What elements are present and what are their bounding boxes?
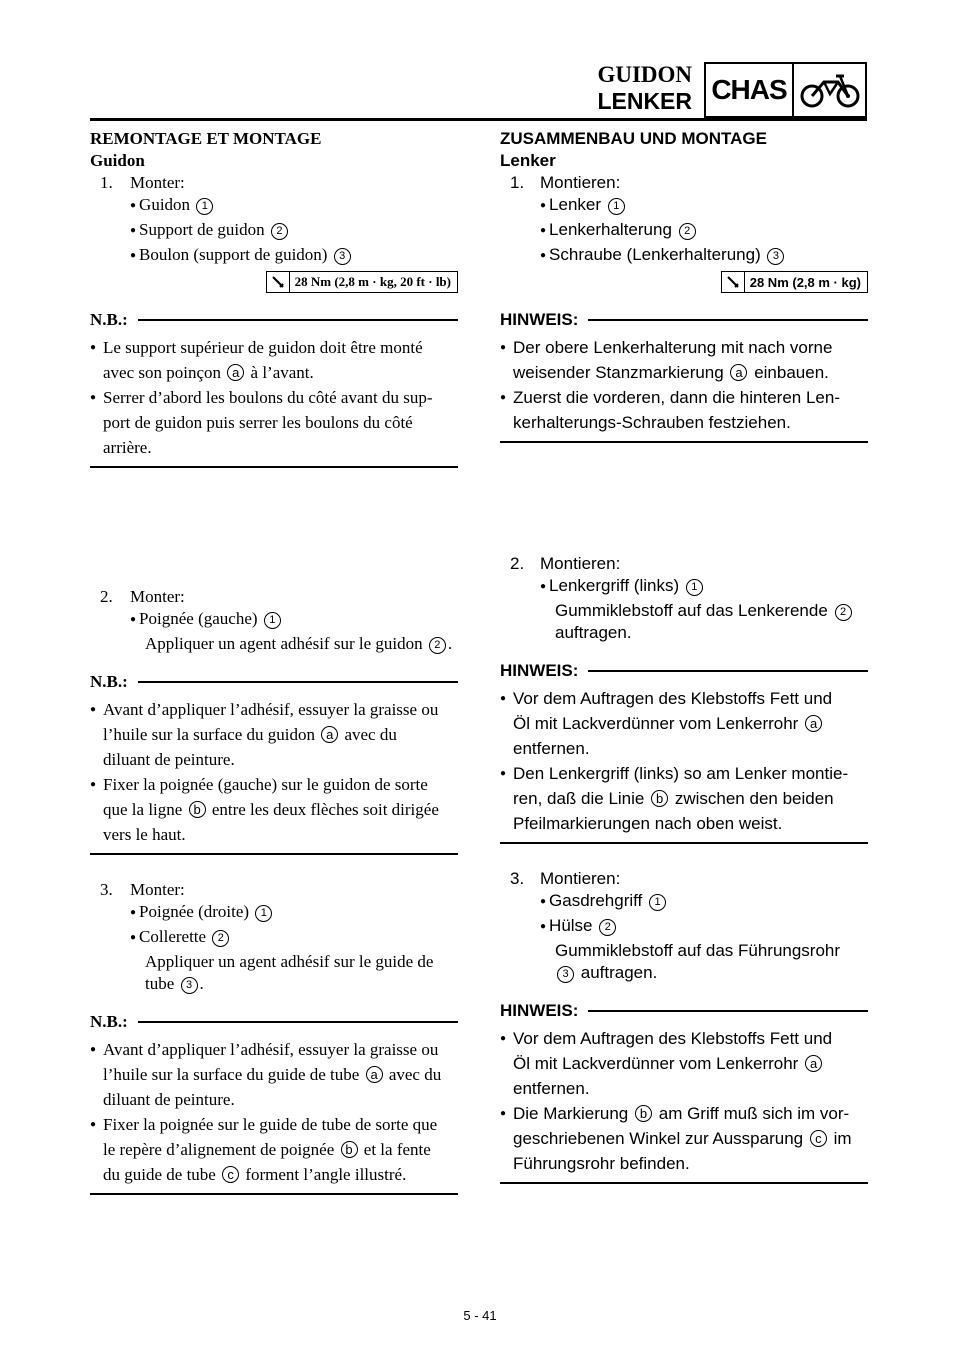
section-titles <box>597 62 692 114</box>
note-item: ● Vor dem Auftragen des Klebstoffs Fett und Öl mit Lackverdünner vom Lenkerrohr a entfernen. <box>500 1026 868 1101</box>
header-rule <box>90 118 867 121</box>
note-item: ● Le support supérieur de guidon doit être monté avec son poinçon a à l’avant. <box>90 335 458 385</box>
column-french <box>90 128 458 1195</box>
note-3: HINWEIS: ● Vor dem Auftragen des Klebstoffs Fett und Öl mit Lackverdünner vom Lenkerrohr a entfernen. ● Die Markierung b am Griff muß sich im vor- geschriebenen Winkel zur Aussparung c im Führungsrohr befinden. <box>500 998 868 1184</box>
note-item: ● Vor dem Auftragen des Klebstoffs Fett und Öl mit Lackverdünner vom Lenkerrohr a entfernen. <box>500 686 868 761</box>
sub-instruction: 3 auftragen. <box>500 962 868 984</box>
note-item: ● Fixer la poignée (gauche) sur le guidon de sorte que la ligne b entre les deux flèches soit dirigée vers le haut. <box>90 772 458 847</box>
sub-instruction: Appliquer un agent adhésif sur le guide de <box>145 952 434 971</box>
list-item: ● Schraube (Lenkerhalterung) 3 <box>500 244 868 269</box>
list-item: ● Boulon (support de guidon) 3 <box>90 244 458 269</box>
list-item: ● Support de guidon 2 <box>90 219 458 244</box>
note-item: ● Die Markierung b am Griff muß sich im vor- geschriebenen Winkel zur Aussparung c im Führungsrohr befinden. <box>500 1101 868 1176</box>
list-item: ● Lenker 1 <box>500 194 868 219</box>
sub-instruction: Appliquer un agent adhésif sur le guidon 2 . <box>145 634 453 653</box>
list-item: ● Guidon 1 <box>90 194 458 219</box>
note-2: N.B.: ● Avant d’appliquer l’adhésif, essuyer la graisse ou l’huile sur la surface du guidon a avec du diluant de peinture. ● Fixer la poignée (gauche) sur le guidon de sorte que la ligne b entre les deux flèches soit dirigée vers le haut. <box>90 669 458 855</box>
step-2: 2. Monter: <box>100 587 185 606</box>
step-1: 1. Monter: <box>100 173 185 192</box>
list-item: ● Hülse 2 <box>500 915 868 940</box>
heading: ZUSAMMENBAU UND MONTAGE <box>500 129 767 148</box>
step-1: 1. Montieren: <box>510 173 621 192</box>
section-label: CHAS <box>706 64 794 116</box>
step-3: 3. Monter: <box>100 880 185 899</box>
list-item: ● Lenkergriff (links) 1 <box>500 575 868 600</box>
wrench-icon <box>267 272 290 292</box>
sub-instruction: Gummiklebstoff auf das Lenkerende 2 <box>500 600 868 622</box>
sub-instruction: tube 3 . <box>145 974 204 993</box>
wrench-icon <box>722 272 745 292</box>
list-item: ● Gasdrehgriff 1 <box>500 890 868 915</box>
title-fr: GUIDON <box>597 62 692 87</box>
list-item: ● Poignée (droite) 1 <box>90 901 458 926</box>
ref-marker: 2 <box>271 223 288 240</box>
list-item: ● Poignée (gauche) 1 <box>90 608 458 633</box>
list-item: ● Lenkerhalterung 2 <box>500 219 868 244</box>
note-item: ● Fixer la poignée sur le guide de tube de sorte que le repère d’alignement de poignée b et la fente du guide de tube c forment l’angle illustré. <box>90 1112 458 1187</box>
torque-spec: 28 Nm (2,8 m · kg) <box>500 271 868 293</box>
note-item: ● Der obere Lenkerhalterung mit nach vorne weisender Stanzmarkierung a einbauen. <box>500 335 868 385</box>
note-1: N.B.: ● Le support supérieur de guidon doit être monté avec son poinçon a à l’avant. ● Serrer d’abord les boulons du côté avant du sup- port de guidon puis serrer les boulons du côté arrière. <box>90 307 458 468</box>
motorcycle-icon <box>794 64 865 116</box>
sub-instruction: Gummiklebstoff auf das Führungsrohr <box>555 941 841 960</box>
torque-spec: 28 Nm (2,8 m · kg, 20 ft · lb) <box>90 271 458 293</box>
subheading: Lenker <box>500 151 556 170</box>
note-3: N.B.: ● Avant d’appliquer l’adhésif, essuyer la graisse ou l’huile sur la surface du guide de tube a avec du diluant de peinture. ● Fixer la poignée sur le guide de tube de sorte que le repère d’alignement de poignée b et la fente du guide de tube c forment l’angle illustré. <box>90 1009 458 1195</box>
sub-instruction: auftragen. <box>555 623 632 642</box>
title-de: LENKER <box>597 88 692 114</box>
list-item: ● Collerette 2 <box>90 926 458 951</box>
heading: REMONTAGE ET MONTAGE <box>90 129 322 148</box>
note-item: ● Serrer d’abord les boulons du côté avant du sup- port de guidon puis serrer les boulons du côté arrière. <box>90 385 458 460</box>
note-item: ● Avant d’appliquer l’adhésif, essuyer la graisse ou l’huile sur la surface du guidon a avec du diluant de peinture. <box>90 697 458 772</box>
ref-marker: 3 <box>334 248 351 265</box>
note-item: ● Den Lenkergriff (links) so am Lenker montie- ren, daß die Linie b zwischen den beiden Pfeilmarkierungen nach oben weist. <box>500 761 868 836</box>
note-1: HINWEIS: ● Der obere Lenkerhalterung mit nach vorne weisender Stanzmarkierung a einbauen. ● Zuerst die vorderen, dann die hinteren Len- kerhalterungs-Schrauben festziehen. <box>500 307 868 443</box>
note-item: ● Avant d’appliquer l’adhésif, essuyer la graisse ou l’huile sur la surface du guide de tube a avec du diluant de peinture. <box>90 1037 458 1112</box>
column-german <box>500 128 868 1184</box>
step-3: 3. Montieren: <box>510 869 621 888</box>
note-2: HINWEIS: ● Vor dem Auftragen des Klebstoffs Fett und Öl mit Lackverdünner vom Lenkerrohr a entfernen. ● Den Lenkergriff (links) so am Lenker montie- ren, daß die Linie b zwischen den beiden Pfeilmarkierungen nach oben weist. <box>500 658 868 844</box>
ref-marker: 1 <box>196 198 213 215</box>
page-number: 5 - 41 <box>463 1308 497 1323</box>
note-item: ● Zuerst die vorderen, dann die hinteren Len- kerhalterungs-Schrauben festziehen. <box>500 385 868 435</box>
subheading: Guidon <box>90 151 145 170</box>
section-badge <box>704 62 867 118</box>
step-2: 2. Montieren: <box>510 554 621 573</box>
